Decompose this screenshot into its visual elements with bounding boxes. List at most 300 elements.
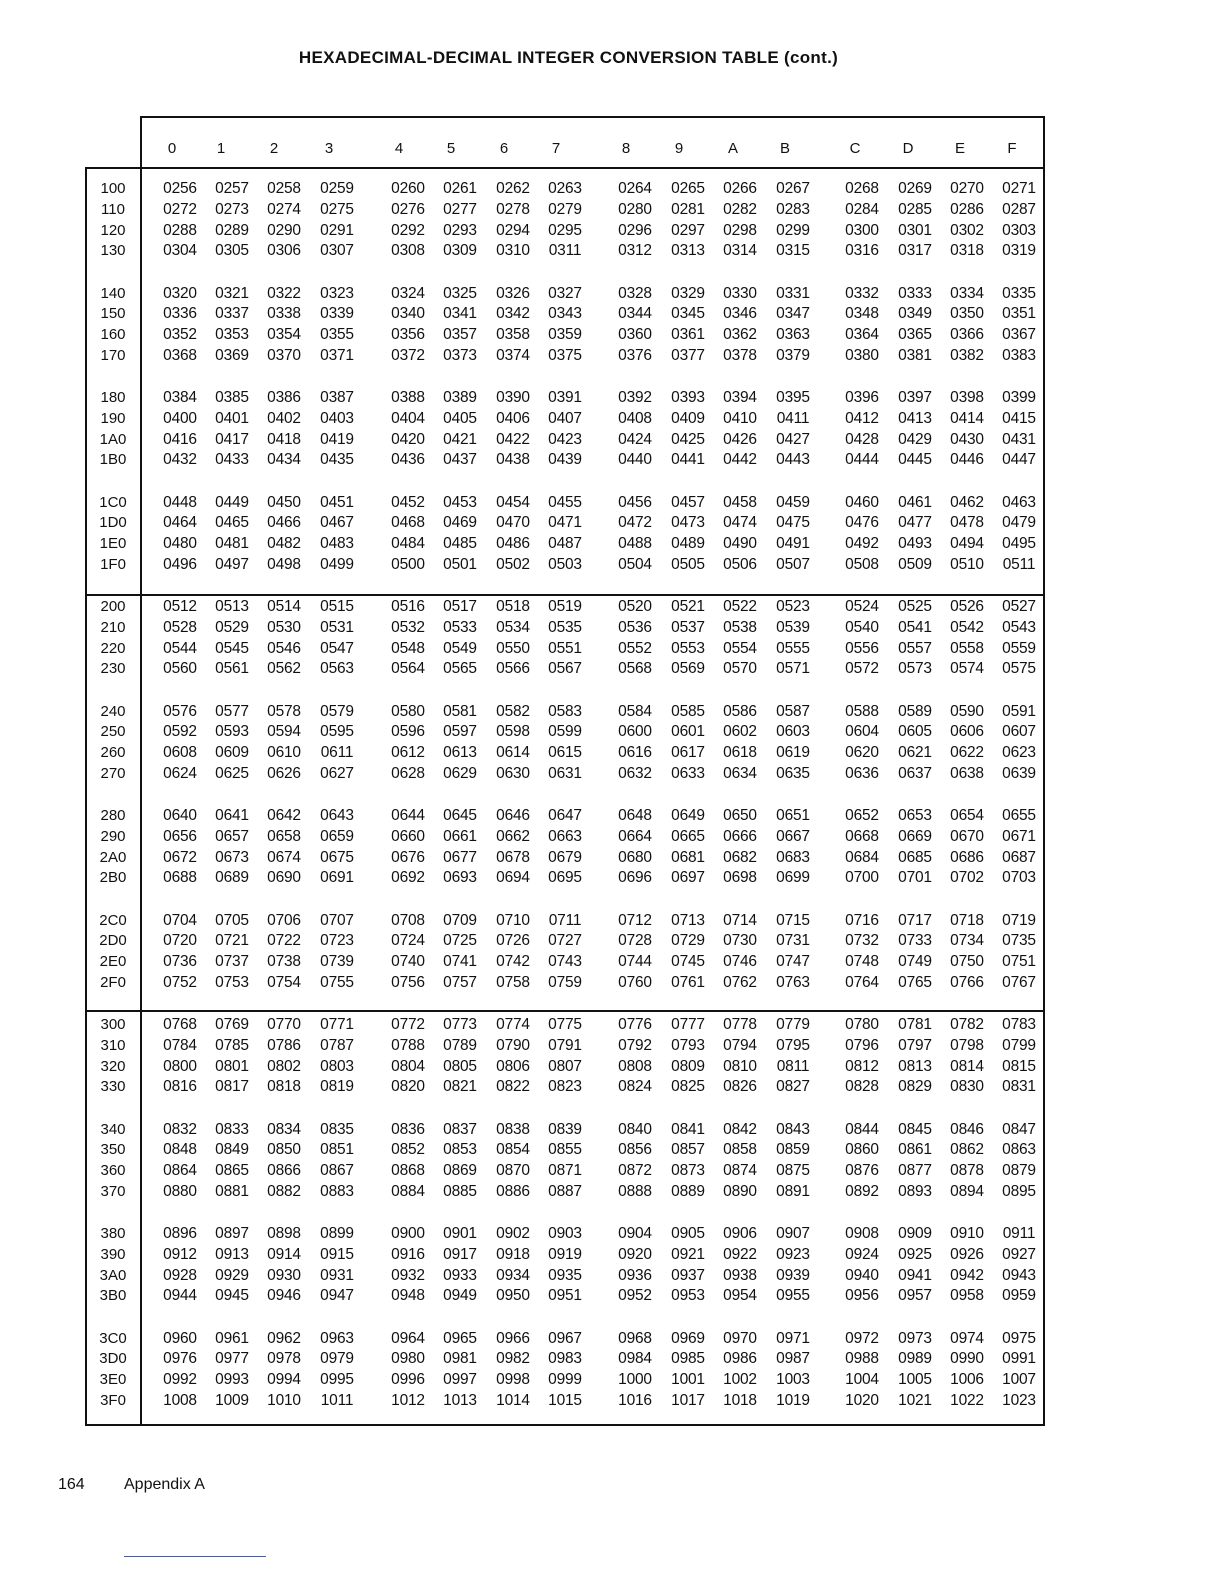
table-cell: 0701 bbox=[898, 869, 932, 887]
table-cell: 0665 bbox=[671, 827, 705, 845]
table-cell: 0659 bbox=[320, 827, 354, 845]
table-cell: 0442 bbox=[723, 451, 757, 469]
row-label: 1D0 bbox=[99, 514, 127, 532]
table-cell: 0316 bbox=[845, 242, 879, 260]
table-cell: 0490 bbox=[723, 535, 757, 553]
table-cell: 0495 bbox=[1002, 535, 1036, 553]
table-cell: 0781 bbox=[898, 1016, 932, 1033]
table-cell: 0987 bbox=[776, 1350, 810, 1368]
table-cell: 0726 bbox=[496, 932, 530, 950]
table-cell: 0621 bbox=[898, 744, 932, 762]
table-cell: 0894 bbox=[950, 1182, 984, 1200]
table-cell: 0298 bbox=[723, 221, 757, 239]
table-cell: 0612 bbox=[391, 744, 425, 762]
table-cell: 0349 bbox=[898, 305, 932, 323]
table-cell: 0724 bbox=[391, 932, 425, 950]
table-cell: 0484 bbox=[391, 535, 425, 553]
table-cell: 1000 bbox=[618, 1371, 652, 1389]
table-cell: 0805 bbox=[443, 1057, 477, 1075]
table-cell: 0736 bbox=[163, 953, 197, 971]
table-cell: 0519 bbox=[548, 598, 582, 615]
table-cell: 0393 bbox=[671, 389, 705, 406]
table-cell: 0425 bbox=[671, 430, 705, 448]
table-cell: 0412 bbox=[845, 409, 879, 427]
table-cell: 1023 bbox=[1002, 1391, 1036, 1409]
table-cell: 0638 bbox=[950, 764, 984, 782]
table-cell: 0453 bbox=[443, 493, 477, 511]
table-cell: 0564 bbox=[391, 660, 425, 678]
table-cell: 0317 bbox=[898, 242, 932, 260]
column-header: 8 bbox=[621, 140, 631, 157]
table-cell: 0795 bbox=[776, 1036, 810, 1054]
table-cell: 0370 bbox=[267, 346, 301, 364]
table-cell: 0268 bbox=[845, 180, 879, 197]
table-cell: 0575 bbox=[1002, 660, 1036, 678]
table-cell: 0951 bbox=[548, 1287, 582, 1305]
table-cell: 0704 bbox=[163, 911, 197, 929]
table-cell: 0729 bbox=[671, 932, 705, 950]
row-label: 110 bbox=[101, 200, 125, 218]
table-cell: 0610 bbox=[267, 744, 301, 762]
table-cell: 0270 bbox=[950, 180, 984, 197]
table-cell: 0388 bbox=[391, 389, 425, 406]
table-cell: 0888 bbox=[618, 1182, 652, 1200]
table-cell: 0384 bbox=[163, 389, 197, 406]
table-cell: 0998 bbox=[496, 1371, 530, 1389]
table-cell: 0346 bbox=[723, 305, 757, 323]
table-cell: 0643 bbox=[320, 807, 354, 824]
table-cell: 0645 bbox=[443, 807, 477, 824]
table-cell: 0652 bbox=[845, 807, 879, 824]
table-cell: 0768 bbox=[163, 1016, 197, 1033]
table-cell: 0486 bbox=[496, 535, 530, 553]
table-cell: 0947 bbox=[320, 1287, 354, 1305]
column-header: 7 bbox=[551, 140, 561, 157]
table-cell: 0728 bbox=[618, 932, 652, 950]
table-cell: 0746 bbox=[723, 953, 757, 971]
table-cell: 0906 bbox=[723, 1225, 757, 1242]
table-cell: 0668 bbox=[845, 827, 879, 845]
row-label: 1B0 bbox=[99, 451, 127, 469]
table-cell: 1014 bbox=[496, 1391, 530, 1409]
table-cell: 0464 bbox=[163, 514, 197, 532]
table-cell: 0796 bbox=[845, 1036, 879, 1054]
table-cell: 0962 bbox=[267, 1329, 301, 1347]
table-cell: 0780 bbox=[845, 1016, 879, 1033]
table-cell: 0776 bbox=[618, 1016, 652, 1033]
table-cell: 0994 bbox=[267, 1371, 301, 1389]
table-cell: 0359 bbox=[548, 326, 582, 344]
table-cell: 0771 bbox=[320, 1016, 354, 1033]
table-cell: 0608 bbox=[163, 744, 197, 762]
table-cell: 0583 bbox=[548, 702, 582, 720]
table-cell: 0356 bbox=[391, 326, 425, 344]
table-cell: 0348 bbox=[845, 305, 879, 323]
table-cell: 0778 bbox=[723, 1016, 757, 1033]
table-cell: 0814 bbox=[950, 1057, 984, 1075]
table-cell: 0426 bbox=[723, 430, 757, 448]
table-cell: 0456 bbox=[618, 493, 652, 511]
row-label: 240 bbox=[100, 702, 126, 720]
table-cell: 0530 bbox=[267, 618, 301, 636]
table-cell: 0600 bbox=[618, 723, 652, 741]
table-cell: 0360 bbox=[618, 326, 652, 344]
row-label: 290 bbox=[100, 827, 126, 845]
table-cell: 1001 bbox=[671, 1371, 705, 1389]
table-cell: 0517 bbox=[443, 598, 477, 615]
table-cell: 0740 bbox=[391, 953, 425, 971]
table-cell: 0706 bbox=[267, 911, 301, 929]
table-cell: 0725 bbox=[443, 932, 477, 950]
table-cell: 0282 bbox=[723, 200, 757, 218]
page-number: 164 bbox=[58, 1476, 85, 1493]
table-cell: 0908 bbox=[845, 1225, 879, 1242]
table-cell: 0321 bbox=[215, 284, 249, 302]
table-cell: 0435 bbox=[320, 451, 354, 469]
table-cell: 0377 bbox=[671, 346, 705, 364]
table-cell: 0690 bbox=[267, 869, 301, 887]
table-cell: 0885 bbox=[443, 1182, 477, 1200]
table-cell: 0525 bbox=[898, 598, 932, 615]
table-cell: 0443 bbox=[776, 451, 810, 469]
row-label: 160 bbox=[100, 326, 126, 344]
table-cell: 0485 bbox=[443, 535, 477, 553]
table-cell: 0755 bbox=[320, 973, 354, 991]
table-cell: 0717 bbox=[898, 911, 932, 929]
column-header: A bbox=[727, 140, 738, 157]
scan-mark bbox=[124, 1556, 266, 1557]
table-cell: 0966 bbox=[496, 1329, 530, 1347]
table-cell: 0549 bbox=[443, 639, 477, 657]
table-cell: 0964 bbox=[391, 1329, 425, 1347]
table-cell: 0759 bbox=[548, 973, 582, 991]
table-cell: 0278 bbox=[496, 200, 530, 218]
table-cell: 0946 bbox=[267, 1287, 301, 1305]
table-cell: 0518 bbox=[496, 598, 530, 615]
table-cell: 0753 bbox=[215, 973, 249, 991]
table-cell: 0754 bbox=[267, 973, 301, 991]
table-cell: 0585 bbox=[671, 702, 705, 720]
table-cell: 0857 bbox=[671, 1141, 705, 1159]
table-cell: 0505 bbox=[671, 555, 705, 573]
table-cell: 0658 bbox=[267, 827, 301, 845]
row-label: 120 bbox=[100, 221, 126, 239]
table-cell: 0560 bbox=[163, 660, 197, 678]
table-cell: 0777 bbox=[671, 1016, 705, 1033]
table-cell: 0833 bbox=[215, 1120, 249, 1138]
table-cell: 0432 bbox=[163, 451, 197, 469]
table-cell: 0532 bbox=[391, 618, 425, 636]
table-cell: 0748 bbox=[845, 953, 879, 971]
table-cell: 0763 bbox=[776, 973, 810, 991]
table-cell: 0262 bbox=[496, 180, 530, 197]
table-cell: 0499 bbox=[320, 555, 354, 573]
table-cell: 1012 bbox=[391, 1391, 425, 1409]
table-cell: 0430 bbox=[950, 430, 984, 448]
table-cell: 0941 bbox=[898, 1266, 932, 1284]
table-cell: 0710 bbox=[496, 911, 530, 929]
table-cell: 0999 bbox=[548, 1371, 582, 1389]
row-label: 200 bbox=[100, 598, 126, 615]
table-cell: 0378 bbox=[723, 346, 757, 364]
table-cell: 0362 bbox=[723, 326, 757, 344]
table-cell: 0642 bbox=[267, 807, 301, 824]
table-cell: 0312 bbox=[618, 242, 652, 260]
table-cell: 0259 bbox=[320, 180, 354, 197]
header-bottom-rule bbox=[85, 167, 1045, 169]
table-cell: 0816 bbox=[163, 1078, 197, 1096]
table-cell: 0792 bbox=[618, 1036, 652, 1054]
column-header: 5 bbox=[446, 140, 456, 157]
table-cell: 0823 bbox=[548, 1078, 582, 1096]
table-cell: 0383 bbox=[1002, 346, 1036, 364]
table-cell: 0963 bbox=[320, 1329, 354, 1347]
table-cell: 0289 bbox=[215, 221, 249, 239]
table-cell: 1007 bbox=[1002, 1371, 1036, 1389]
table-cell: 0878 bbox=[950, 1162, 984, 1180]
table-cell: 0875 bbox=[776, 1162, 810, 1180]
table-cell: 0618 bbox=[723, 744, 757, 762]
table-cell: 0589 bbox=[898, 702, 932, 720]
table-cell: 0757 bbox=[443, 973, 477, 991]
table-cell: 0459 bbox=[776, 493, 810, 511]
table-cell: 0491 bbox=[776, 535, 810, 553]
column-header: B bbox=[779, 140, 790, 157]
table-cell: 0475 bbox=[776, 514, 810, 532]
table-cell: 1004 bbox=[845, 1371, 879, 1389]
column-header: 9 bbox=[674, 140, 684, 157]
table-cell: 0722 bbox=[267, 932, 301, 950]
table-cell: 0536 bbox=[618, 618, 652, 636]
table-cell: 0705 bbox=[215, 911, 249, 929]
table-cell: 0613 bbox=[443, 744, 477, 762]
table-cell: 0784 bbox=[163, 1036, 197, 1054]
column-header: C bbox=[849, 140, 861, 157]
table-cell: 0986 bbox=[723, 1350, 757, 1368]
table-cell: 0655 bbox=[1002, 807, 1036, 824]
table-cell: 0542 bbox=[950, 618, 984, 636]
table-cell: 0339 bbox=[320, 305, 354, 323]
table-cell: 0586 bbox=[723, 702, 757, 720]
table-cell: 0917 bbox=[443, 1245, 477, 1263]
table-cell: 0269 bbox=[898, 180, 932, 197]
table-cell: 0895 bbox=[1002, 1182, 1036, 1200]
table-cell: 0633 bbox=[671, 764, 705, 782]
table-cell: 0578 bbox=[267, 702, 301, 720]
block-rule-200 bbox=[85, 594, 1045, 596]
table-cell: 0673 bbox=[215, 848, 249, 866]
table-cell: 0494 bbox=[950, 535, 984, 553]
table-cell: 0471 bbox=[548, 514, 582, 532]
table-cell: 0981 bbox=[443, 1350, 477, 1368]
table-cell: 0584 bbox=[618, 702, 652, 720]
table-cell: 0689 bbox=[215, 869, 249, 887]
row-label: 150 bbox=[100, 305, 126, 323]
table-cell: 0566 bbox=[496, 660, 530, 678]
table-cell: 0826 bbox=[723, 1078, 757, 1096]
table-cell: 0437 bbox=[443, 451, 477, 469]
row-label: 1A0 bbox=[99, 430, 127, 448]
table-cell: 0381 bbox=[898, 346, 932, 364]
table-cell: 0650 bbox=[723, 807, 757, 824]
table-cell: 0328 bbox=[618, 284, 652, 302]
table-cell: 0538 bbox=[723, 618, 757, 636]
table-cell: 0286 bbox=[950, 200, 984, 218]
table-cell: 0683 bbox=[776, 848, 810, 866]
table-cell: 0698 bbox=[723, 869, 757, 887]
table-cell: 0990 bbox=[950, 1350, 984, 1368]
table-cell: 0738 bbox=[267, 953, 301, 971]
table-cell: 0900 bbox=[391, 1225, 425, 1242]
table-cell: 0310 bbox=[496, 242, 530, 260]
table-cell: 0730 bbox=[723, 932, 757, 950]
row-label: 2F0 bbox=[100, 973, 126, 991]
table-cell: 0334 bbox=[950, 284, 984, 302]
table-cell: 0853 bbox=[443, 1141, 477, 1159]
table-cell: 0851 bbox=[320, 1141, 354, 1159]
table-cell: 0465 bbox=[215, 514, 249, 532]
table-cell: 0961 bbox=[215, 1329, 249, 1347]
table-cell: 0601 bbox=[671, 723, 705, 741]
table-cell: 0477 bbox=[898, 514, 932, 532]
table-cell: 0261 bbox=[443, 180, 477, 197]
table-cell: 0624 bbox=[163, 764, 197, 782]
table-cell: 0779 bbox=[776, 1016, 810, 1033]
table-cell: 0431 bbox=[1002, 430, 1036, 448]
table-cell: 0413 bbox=[898, 409, 932, 427]
table-cell: 0772 bbox=[391, 1016, 425, 1033]
table-cell: 0427 bbox=[776, 430, 810, 448]
table-left-rule bbox=[85, 169, 87, 1426]
table-cell: 0679 bbox=[548, 848, 582, 866]
table-cell: 0405 bbox=[443, 409, 477, 427]
table-cell: 0646 bbox=[496, 807, 530, 824]
table-cell: 0700 bbox=[845, 869, 879, 887]
table-cell: 0455 bbox=[548, 493, 582, 511]
table-cell: 0400 bbox=[163, 409, 197, 427]
table-cell: 0347 bbox=[776, 305, 810, 323]
table-cell: 0374 bbox=[496, 346, 530, 364]
table-cell: 0978 bbox=[267, 1350, 301, 1368]
table-cell: 0597 bbox=[443, 723, 477, 741]
table-cell: 0574 bbox=[950, 660, 984, 678]
column-header: D bbox=[902, 140, 914, 157]
table-cell: 0493 bbox=[898, 535, 932, 553]
table-cell: 0603 bbox=[776, 723, 810, 741]
table-cell: 0558 bbox=[950, 639, 984, 657]
table-cell: 0577 bbox=[215, 702, 249, 720]
table-cell: 0975 bbox=[1002, 1329, 1036, 1347]
table-cell: 0535 bbox=[548, 618, 582, 636]
table-cell: 1005 bbox=[898, 1371, 932, 1389]
row-label: 370 bbox=[100, 1182, 126, 1200]
table-cell: 0290 bbox=[267, 221, 301, 239]
table-cell: 0678 bbox=[496, 848, 530, 866]
table-cell: 0651 bbox=[776, 807, 810, 824]
table-cell: 0834 bbox=[267, 1120, 301, 1138]
table-cell: 0854 bbox=[496, 1141, 530, 1159]
table-cell: 0516 bbox=[391, 598, 425, 615]
table-cell: 0403 bbox=[320, 409, 354, 427]
table-cell: 0825 bbox=[671, 1078, 705, 1096]
table-cell: 0953 bbox=[671, 1287, 705, 1305]
table-cell: 0967 bbox=[548, 1329, 582, 1347]
table-cell: 0436 bbox=[391, 451, 425, 469]
table-cell: 0628 bbox=[391, 764, 425, 782]
table-cell: 0627 bbox=[320, 764, 354, 782]
table-cell: 0752 bbox=[163, 973, 197, 991]
table-cell: 0454 bbox=[496, 493, 530, 511]
table-cell: 0375 bbox=[548, 346, 582, 364]
table-cell: 0873 bbox=[671, 1162, 705, 1180]
table-cell: 0997 bbox=[443, 1371, 477, 1389]
table-cell: 0914 bbox=[267, 1245, 301, 1263]
table-cell: 0649 bbox=[671, 807, 705, 824]
row-label: 280 bbox=[100, 807, 126, 824]
table-cell: 0514 bbox=[267, 598, 301, 615]
table-cell: 0401 bbox=[215, 409, 249, 427]
table-cell: 0709 bbox=[443, 911, 477, 929]
table-cell: 0292 bbox=[391, 221, 425, 239]
table-cell: 0680 bbox=[618, 848, 652, 866]
table-cell: 0820 bbox=[391, 1078, 425, 1096]
table-cell: 0420 bbox=[391, 430, 425, 448]
table-cell: 0733 bbox=[898, 932, 932, 950]
table-cell: 0933 bbox=[443, 1266, 477, 1284]
table-cell: 0510 bbox=[950, 555, 984, 573]
table-cell: 0351 bbox=[1002, 305, 1036, 323]
table-cell: 0327 bbox=[548, 284, 582, 302]
table-cell: 0322 bbox=[267, 284, 301, 302]
table-cell: 0791 bbox=[548, 1036, 582, 1054]
table-cell: 0448 bbox=[163, 493, 197, 511]
table-cell: 0868 bbox=[391, 1162, 425, 1180]
table-cell: 0694 bbox=[496, 869, 530, 887]
table-cell: 0614 bbox=[496, 744, 530, 762]
table-cell: 0441 bbox=[671, 451, 705, 469]
column-header: 4 bbox=[394, 140, 404, 157]
table-cell: 0531 bbox=[320, 618, 354, 636]
table-cell: 0707 bbox=[320, 911, 354, 929]
table-cell: 0912 bbox=[163, 1245, 197, 1263]
table-cell: 0898 bbox=[267, 1225, 301, 1242]
table-cell: 0588 bbox=[845, 702, 879, 720]
table-cell: 0969 bbox=[671, 1329, 705, 1347]
table-cell: 1010 bbox=[267, 1391, 301, 1409]
table-cell: 0883 bbox=[320, 1182, 354, 1200]
table-cell: 0874 bbox=[723, 1162, 757, 1180]
table-cell: 0389 bbox=[443, 389, 477, 406]
table-cell: 0539 bbox=[776, 618, 810, 636]
table-cell: 0793 bbox=[671, 1036, 705, 1054]
row-label: 130 bbox=[100, 242, 126, 260]
table-cell: 0615 bbox=[548, 744, 582, 762]
table-cell: 0811 bbox=[776, 1057, 810, 1075]
table-cell: 0635 bbox=[776, 764, 810, 782]
table-cell: 0737 bbox=[215, 953, 249, 971]
table-cell: 0977 bbox=[215, 1350, 249, 1368]
table-cell: 0993 bbox=[215, 1371, 249, 1389]
table-cell: 0751 bbox=[1002, 953, 1036, 971]
table-cell: 0865 bbox=[215, 1162, 249, 1180]
table-cell: 0984 bbox=[618, 1350, 652, 1368]
table-cell: 0466 bbox=[267, 514, 301, 532]
table-cell: 0543 bbox=[1002, 618, 1036, 636]
table-cell: 0548 bbox=[391, 639, 425, 657]
table-cell: 0352 bbox=[163, 326, 197, 344]
table-cell: 0417 bbox=[215, 430, 249, 448]
table-cell: 0844 bbox=[845, 1120, 879, 1138]
